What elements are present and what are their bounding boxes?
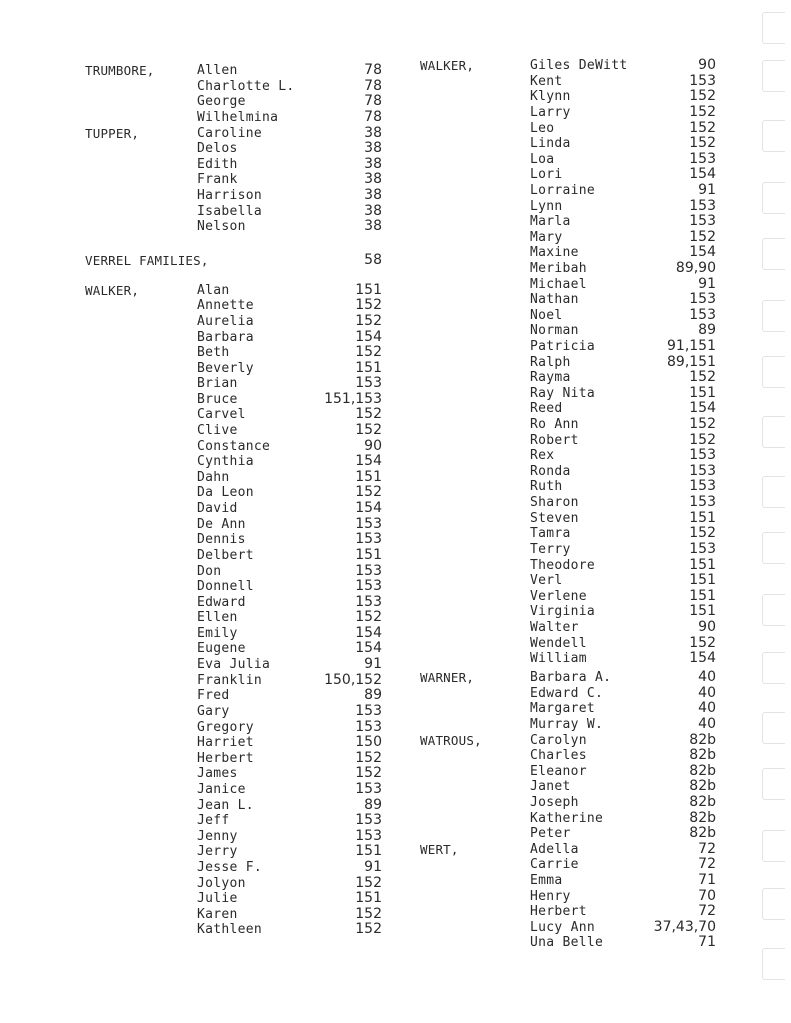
page-reference: 40: [698, 700, 716, 716]
page-reference: 89,151: [667, 354, 716, 370]
given-name: Nelson: [197, 219, 246, 234]
page-reference: 153: [355, 375, 382, 391]
given-name: Adella: [530, 842, 579, 857]
given-name: George: [197, 94, 246, 109]
page-reference: 154: [689, 166, 716, 182]
given-name: Eugene: [197, 641, 246, 656]
page-reference: 153: [689, 73, 716, 89]
given-name: Ralph: [530, 355, 571, 370]
page-reference: 152: [689, 88, 716, 104]
given-name: Cynthia: [197, 454, 254, 469]
page-reference: 40: [698, 669, 716, 685]
binder-tab: [762, 60, 785, 92]
page-reference: 153: [689, 151, 716, 167]
page-reference: 71: [698, 872, 716, 888]
given-name: Jolyon: [197, 876, 246, 891]
page-reference: 154: [689, 400, 716, 416]
page-reference: 153: [689, 478, 716, 494]
given-name: Jerry: [197, 844, 238, 859]
page-reference: 152: [689, 432, 716, 448]
page-reference: 152: [689, 635, 716, 651]
page-reference: 153: [355, 563, 382, 579]
given-name: Eva Julia: [197, 657, 271, 672]
given-name: Brian: [197, 376, 238, 391]
surname-label: WARNER,: [420, 670, 475, 685]
page-reference: 38: [364, 140, 382, 156]
page-reference: 152: [355, 406, 382, 422]
page-reference: 37,43,70: [653, 919, 716, 935]
given-name: Rayma: [530, 370, 571, 385]
page-reference: 82b: [689, 810, 716, 826]
binder-tab: [762, 300, 785, 332]
given-name: De Ann: [197, 517, 246, 532]
page-reference: 151: [355, 469, 382, 485]
given-name: James: [197, 766, 238, 781]
given-name: Herbert: [197, 751, 254, 766]
given-name: Barbara: [197, 330, 254, 345]
given-name: Franklin: [197, 673, 263, 688]
given-name: Jesse F.: [197, 860, 263, 875]
page-reference: 78: [364, 109, 382, 125]
given-name: Julie: [197, 891, 238, 906]
page-reference: 38: [364, 187, 382, 203]
given-name: Margaret: [530, 701, 596, 716]
page-reference: 152: [689, 416, 716, 432]
given-name: Charles: [530, 748, 587, 763]
binder-tab: [762, 768, 785, 800]
given-name: Tamra: [530, 526, 571, 541]
page-reference: 91: [698, 182, 716, 198]
given-name: Carolyn: [530, 733, 587, 748]
page-reference: 40: [698, 685, 716, 701]
given-name: Aurelia: [197, 314, 254, 329]
given-name: Robert: [530, 433, 579, 448]
given-name: Linda: [530, 136, 571, 151]
given-name: Lori: [530, 167, 563, 182]
given-name: Wendell: [530, 636, 587, 651]
page-reference: 90: [698, 57, 716, 73]
page-reference: 151: [355, 843, 382, 859]
given-name: Da Leon: [197, 485, 254, 500]
page-reference: 82b: [689, 778, 716, 794]
page-reference: 78: [364, 78, 382, 94]
page-reference: 91: [364, 656, 382, 672]
page-reference: 152: [355, 422, 382, 438]
given-name: Edward C.: [530, 686, 604, 701]
surname-label: WALKER,: [85, 283, 140, 298]
surname-label: WERT,: [420, 842, 459, 857]
binder-tab: [762, 712, 785, 744]
given-name: Emma: [530, 873, 563, 888]
page-reference: 153: [355, 703, 382, 719]
given-name: Clive: [197, 423, 238, 438]
page-reference: 153: [689, 213, 716, 229]
page-reference: 91: [698, 276, 716, 292]
binder-tab: [762, 830, 785, 862]
given-name: Giles DeWitt: [530, 58, 628, 73]
page-reference: 153: [355, 531, 382, 547]
given-name: Carvel: [197, 407, 246, 422]
given-name: Beth: [197, 345, 230, 360]
page-reference: 82b: [689, 794, 716, 810]
given-name: Bruce: [197, 392, 238, 407]
given-name: Una Belle: [530, 935, 604, 950]
page-reference: 154: [355, 500, 382, 516]
page-reference: 38: [364, 171, 382, 187]
page-reference: 150,152: [324, 672, 382, 688]
given-name: Herbert: [530, 904, 587, 919]
given-name: Charlotte L.: [197, 79, 295, 94]
binder-tab: [762, 120, 785, 152]
given-name: Kent: [530, 74, 563, 89]
given-name: Reed: [530, 401, 563, 416]
page-reference: 40: [698, 716, 716, 732]
given-name: William: [530, 651, 587, 666]
binder-tab: [762, 476, 785, 508]
given-name: Frank: [197, 172, 238, 187]
page-reference: 154: [689, 650, 716, 666]
given-name: Eleanor: [530, 764, 587, 779]
page-reference: 151: [689, 385, 716, 401]
page-reference: 91: [364, 859, 382, 875]
given-name: Gregory: [197, 720, 254, 735]
page-reference: 70: [698, 888, 716, 904]
page-reference: 152: [689, 369, 716, 385]
given-name: Michael: [530, 277, 587, 292]
given-name: Fred: [197, 688, 230, 703]
given-name: Jenny: [197, 829, 238, 844]
page-reference: 38: [364, 156, 382, 172]
page-reference: 154: [689, 244, 716, 260]
given-name: Walter: [530, 620, 579, 635]
given-name: Lucy Ann: [530, 920, 596, 935]
given-name: Peter: [530, 826, 571, 841]
given-name: Norman: [530, 323, 579, 338]
surname-label: TRUMBORE,: [85, 63, 155, 78]
given-name: David: [197, 501, 238, 516]
page-reference: 152: [689, 525, 716, 541]
given-name: Wilhelmina: [197, 110, 279, 125]
binder-tab: [762, 888, 785, 920]
given-name: Caroline: [197, 126, 263, 141]
binder-tab: [762, 12, 785, 44]
given-name: Harrison: [197, 188, 263, 203]
given-name: Annette: [197, 298, 254, 313]
given-name: Katherine: [530, 811, 604, 826]
page-reference: 72: [698, 841, 716, 857]
given-name: Loa: [530, 152, 555, 167]
given-name: Nathan: [530, 292, 579, 307]
page-reference: 152: [355, 765, 382, 781]
given-name: Lynn: [530, 199, 563, 214]
page-reference: 82b: [689, 763, 716, 779]
given-name: Isabella: [197, 204, 263, 219]
given-name: Gary: [197, 704, 230, 719]
given-name: Marla: [530, 214, 571, 229]
surname-label: VERREL FAMILIES,: [85, 253, 209, 268]
given-name: Jean L.: [197, 798, 254, 813]
page-reference: 152: [355, 297, 382, 313]
given-name: Beverly: [197, 361, 254, 376]
given-name: Patricia: [530, 339, 596, 354]
page-reference: 89: [364, 797, 382, 813]
page-reference: 154: [355, 453, 382, 469]
page-reference: 89: [364, 687, 382, 703]
given-name: Delbert: [197, 548, 254, 563]
given-name: Jeff: [197, 813, 230, 828]
given-name: Edward: [197, 595, 246, 610]
page-reference: 151: [355, 282, 382, 298]
given-name: Ro Ann: [530, 417, 579, 432]
given-name: Donnell: [197, 579, 254, 594]
given-name: Verlene: [530, 589, 587, 604]
binder-tab: [762, 416, 785, 448]
given-name: Klynn: [530, 89, 571, 104]
page-reference: 151: [689, 588, 716, 604]
page-reference: 152: [689, 229, 716, 245]
page-reference: 82b: [689, 732, 716, 748]
page-reference: 153: [355, 578, 382, 594]
binder-tab: [762, 532, 785, 564]
given-name: Edith: [197, 157, 238, 172]
page-reference: 90: [364, 438, 382, 454]
given-name: Sharon: [530, 495, 579, 510]
binder-tab: [762, 356, 785, 388]
page-reference: 151: [689, 572, 716, 588]
binder-tab: [762, 182, 785, 214]
page-reference: 153: [355, 719, 382, 735]
page-reference: 82b: [689, 747, 716, 763]
given-name: Dahn: [197, 470, 230, 485]
page-reference: 153: [689, 447, 716, 463]
page-reference: 90: [698, 619, 716, 635]
page-reference: 78: [364, 62, 382, 78]
binder-tab-edge: [755, 0, 791, 1023]
page-reference: 153: [689, 198, 716, 214]
given-name: Steven: [530, 511, 579, 526]
given-name: Ruth: [530, 479, 563, 494]
page-reference: 153: [689, 291, 716, 307]
page-reference: 152: [355, 484, 382, 500]
given-name: Henry: [530, 889, 571, 904]
page-reference: 151: [355, 360, 382, 376]
page-reference: 151,153: [324, 391, 382, 407]
given-name: Delos: [197, 141, 238, 156]
page-reference: 152: [355, 750, 382, 766]
page-reference: 152: [689, 135, 716, 151]
given-name: Ronda: [530, 464, 571, 479]
page-reference: 153: [355, 594, 382, 610]
page-reference: 91,151: [667, 338, 716, 354]
given-name: Don: [197, 564, 222, 579]
page-reference: 153: [689, 307, 716, 323]
page-reference: 150: [355, 734, 382, 750]
given-name: Mary: [530, 230, 563, 245]
surname-label: WATROUS,: [420, 733, 482, 748]
page-reference: 154: [355, 329, 382, 345]
given-name: Virginia: [530, 604, 596, 619]
page-reference: 38: [364, 218, 382, 234]
page-reference: 154: [355, 640, 382, 656]
page-reference: 153: [355, 781, 382, 797]
given-name: Dennis: [197, 532, 246, 547]
given-name: Lorraine: [530, 183, 596, 198]
given-name: Janice: [197, 782, 246, 797]
page-reference: 152: [689, 120, 716, 136]
page-reference: 152: [355, 609, 382, 625]
page-reference: 153: [355, 516, 382, 532]
page-reference: 152: [355, 344, 382, 360]
given-name: Barbara A.: [530, 670, 612, 685]
binder-tab: [762, 238, 785, 270]
binder-tab: [762, 594, 785, 626]
page-reference: 152: [355, 906, 382, 922]
given-name: Ellen: [197, 610, 238, 625]
page-reference: 153: [355, 828, 382, 844]
page-reference: 153: [355, 812, 382, 828]
page-reference: 89: [698, 322, 716, 338]
page-reference: 151: [355, 547, 382, 563]
binder-tab: [762, 652, 785, 684]
page-reference: 38: [364, 125, 382, 141]
given-name: Meribah: [530, 261, 587, 276]
page-reference: 153: [689, 494, 716, 510]
given-name: Murray W.: [530, 717, 604, 732]
given-name: Allen: [197, 63, 238, 78]
page-reference: 82b: [689, 825, 716, 841]
page-reference: 154: [355, 625, 382, 641]
surname-label: WALKER,: [420, 58, 475, 73]
page-reference: 151: [689, 557, 716, 573]
given-name: Alan: [197, 283, 230, 298]
page-reference: 151: [689, 510, 716, 526]
given-name: Theodore: [530, 558, 596, 573]
page-reference: 152: [355, 921, 382, 937]
page-reference: 38: [364, 203, 382, 219]
page-reference: 151: [355, 890, 382, 906]
given-name: Maxine: [530, 245, 579, 260]
given-name: Verl: [530, 573, 563, 588]
page-reference: 152: [355, 313, 382, 329]
binder-tab: [762, 948, 785, 980]
surname-label: TUPPER,: [85, 126, 140, 141]
given-name: Leo: [530, 121, 555, 136]
page-reference: 71: [698, 934, 716, 950]
given-name: Larry: [530, 105, 571, 120]
page-reference: 72: [698, 856, 716, 872]
given-name: Constance: [197, 439, 271, 454]
page-reference: 151: [689, 603, 716, 619]
given-name: Kathleen: [197, 922, 263, 937]
page-reference: 89,90: [675, 260, 716, 276]
page-reference: 78: [364, 93, 382, 109]
page-reference: 58: [364, 252, 382, 268]
page-reference: 153: [689, 463, 716, 479]
given-name: Rex: [530, 448, 555, 463]
page-reference: 152: [355, 875, 382, 891]
given-name: Janet: [530, 779, 571, 794]
page-reference: 72: [698, 903, 716, 919]
given-name: Terry: [530, 542, 571, 557]
given-name: Karen: [197, 907, 238, 922]
given-name: Harriet: [197, 735, 254, 750]
given-name: Noel: [530, 308, 563, 323]
given-name: Emily: [197, 626, 238, 641]
given-name: Ray Nita: [530, 386, 596, 401]
given-name: Joseph: [530, 795, 579, 810]
page-reference: 153: [689, 541, 716, 557]
page-reference: 152: [689, 104, 716, 120]
given-name: Carrie: [530, 857, 579, 872]
